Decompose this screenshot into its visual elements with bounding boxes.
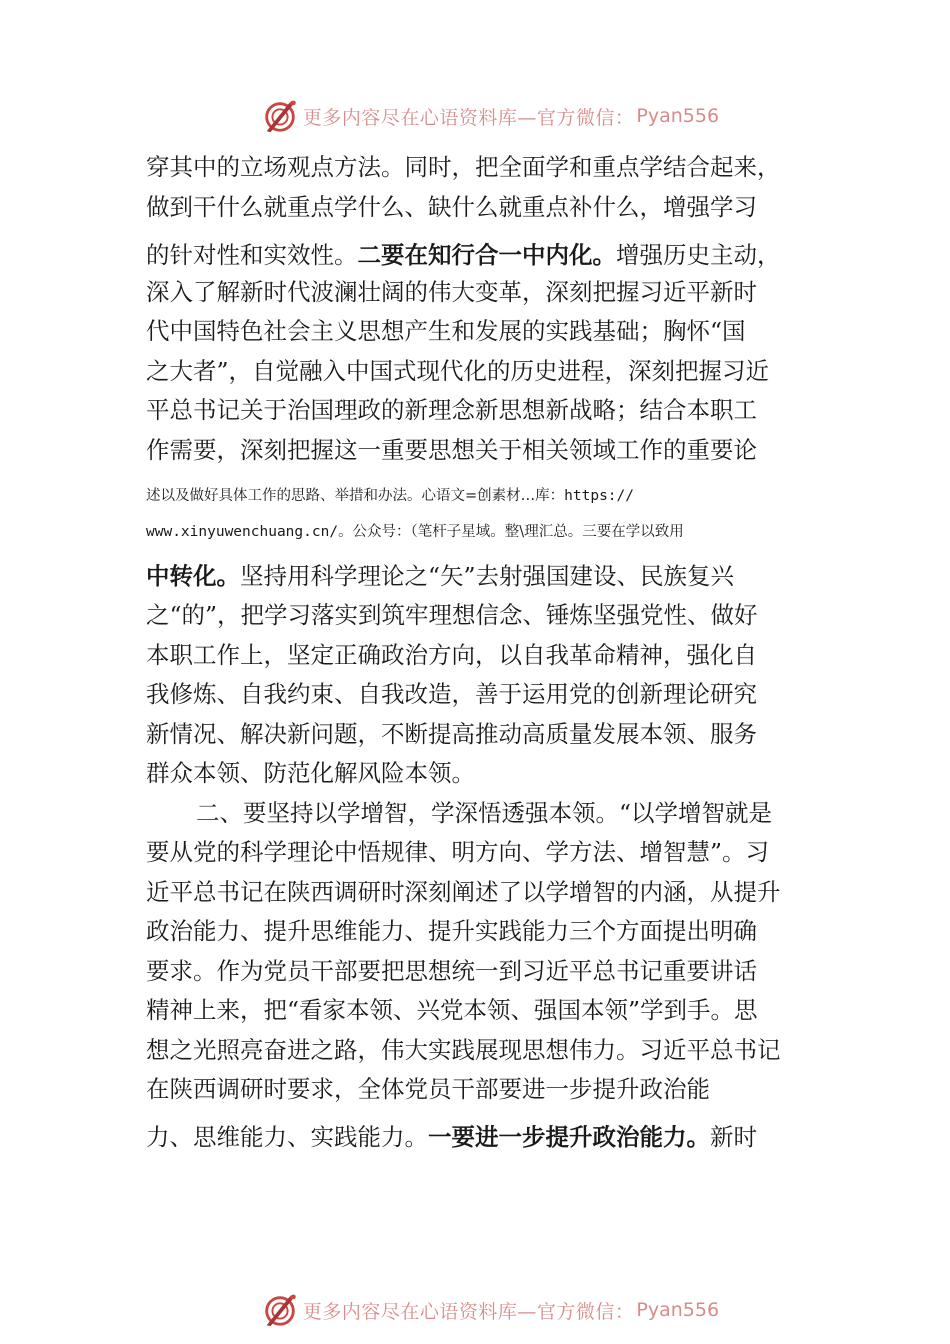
- text-run: 坚持用科学理论之“矢”去射强国建设、民族复兴: [240, 562, 735, 590]
- text-line: 要求。作为党员干部要把思想统一到习近平总书记重要讲话: [146, 957, 757, 985]
- text-line: 之“的”，把学习落实到筑牢理想信念、锤炼坚强党性、做好: [146, 601, 758, 629]
- text-line: 近平总书记在陕西调研时深刻阐述了以学增智的内涵，从提升: [146, 878, 781, 906]
- text-line: 做到干什么就重点学什么、缺什么就重点补什么，增强学习: [146, 193, 757, 221]
- bold-heading: 中转化。: [146, 562, 240, 590]
- text-line: 之大者”，自觉融入中国式现代化的历史进程，深刻把握习近: [146, 357, 770, 385]
- bold-heading: 二要在知行合一中内化。: [357, 241, 616, 269]
- text-line: 本职工作上，坚定正确政治方向，以自我革命精神，强化自: [146, 641, 757, 669]
- text-line: 新情况、解决新问题，不断提高推动高质量发展本领、服务: [146, 720, 757, 748]
- footer-banner: [0, 1290, 950, 1330]
- text-line: 二、要坚持以学增智，学深悟透强本领。“以学增智就是: [196, 799, 773, 827]
- header-banner: [0, 96, 950, 136]
- banner-text: 更多内容尽在心语资料库—官方微信：: [302, 106, 635, 129]
- text-run: 新时: [710, 1123, 757, 1151]
- text-line: 我修炼、自我约束、自我改造，善于运用党的创新理论研究: [146, 680, 757, 708]
- text-line: 作需要，深刻把握这一重要思想关于相关领域工作的重要论: [146, 436, 757, 464]
- text-line: [146, 561, 734, 591]
- text-line: 在陕西调研时要求，全体党员干部要进一步提升政治能: [146, 1075, 710, 1103]
- text-run: 述以及做好具体工作的思路、举措和办法。心语文=创素材…库：: [146, 488, 565, 504]
- bold-heading: 一要进一步提升政治能力。: [428, 1123, 710, 1151]
- watermark-line: [146, 486, 634, 506]
- watermark-line: [146, 522, 684, 542]
- text-line: 要从党的科学理论中悟规律、明方向、学方法、增智慧”。习: [146, 838, 770, 866]
- text-run: 。公众号：（笔杆子星域。整\理汇总。三要在学以致用: [338, 524, 684, 540]
- text-line: 平总书记关于治国理政的新理念新思想新战略；结合本职工: [146, 396, 757, 424]
- url-text: https://: [564, 488, 634, 504]
- text-line: 代中国特色社会主义思想产生和发展的实践基础；胸怀“国: [146, 317, 746, 345]
- text-line: 穿其中的立场观点方法。同时，把全面学和重点学结合起来，: [146, 153, 781, 181]
- text-run: 力、思维能力、实践能力。: [146, 1123, 428, 1151]
- quill-logo-icon: [261, 97, 299, 135]
- text-line: 精神上来，把“看家本领、兴党本领、强国本领”学到手。思: [146, 996, 758, 1024]
- text-line: [146, 240, 781, 270]
- banner-wechat-id: Pyan556: [636, 105, 720, 127]
- text-line: [146, 1122, 757, 1152]
- url-text: www.xinyuwenchuang.cn/: [146, 524, 339, 540]
- quill-logo-icon: [261, 1291, 299, 1329]
- banner-text: 更多内容尽在心语资料库—官方微信：: [302, 1300, 635, 1323]
- text-line: 群众本领、防范化解风险本领。: [146, 759, 475, 787]
- text-run: 的针对性和实效性。: [146, 241, 358, 269]
- banner-wechat-id: Pyan556: [636, 1299, 720, 1321]
- text-run: 增强历史主动，: [616, 241, 781, 269]
- text-line: 深入了解新时代波澜壮阔的伟大变革，深刻把握习近平新时: [146, 278, 757, 306]
- text-line: 想之光照亮奋进之路，伟大实践展现思想伟力。习近平总书记: [146, 1036, 781, 1064]
- text-line: 政治能力、提升思维能力、提升实践能力三个方面提出明确: [146, 917, 757, 945]
